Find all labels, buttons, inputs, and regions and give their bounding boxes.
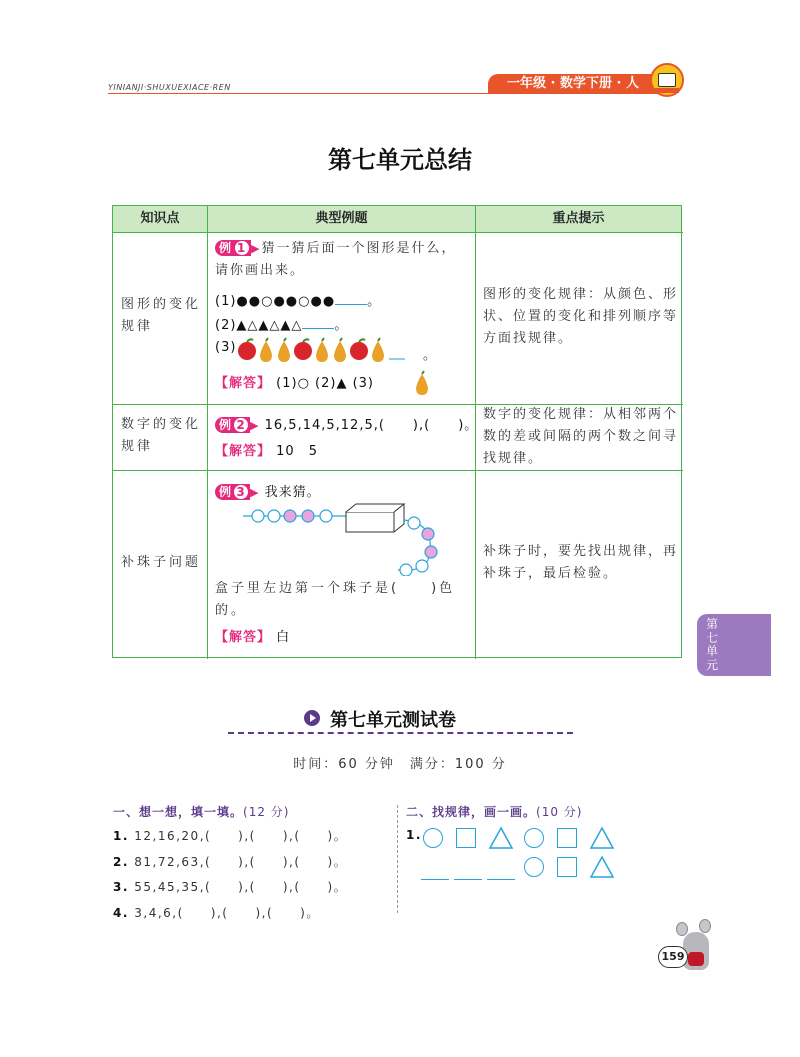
- answer-blank[interactable]: [487, 879, 515, 880]
- tip-shape-pattern: 图形的变化规律：从颜色、形状、位置的变化和排列顺序等方面找规律。: [483, 287, 679, 346]
- question-1-2: 2. 81,72,63,( ),( ),( )。: [113, 855, 348, 869]
- topic-bead-problem: 补珠子问题: [121, 555, 202, 570]
- triangle-shape-icon: [589, 855, 615, 879]
- example-badge: 例 1: [215, 240, 251, 256]
- circle-shape-icon: [524, 828, 544, 848]
- mascot-ear: [676, 922, 688, 936]
- play-icon: [304, 710, 320, 726]
- section-2-heading: 二、找规律，画一画。(10 分): [406, 805, 583, 819]
- example-1-line-2: (2)▲△▲△▲△ 。: [215, 318, 349, 333]
- square-shape-icon: [456, 828, 476, 848]
- triangle-shape-icon: [488, 826, 514, 850]
- example-1: 例 1 ▶猜一猜后面一个图形是什么，请你画出来。: [215, 241, 457, 278]
- example-3: 例 3 ▶ 我来猜。: [215, 481, 321, 500]
- topic-number-pattern: 数字的变化规律: [121, 417, 202, 454]
- example-3-question: 盒子里左边第一个珠子是( )色的。: [215, 581, 456, 618]
- fruit-sequence-icon: [237, 337, 407, 363]
- page-number: 159: [658, 946, 688, 968]
- table-header-topic: 知识点: [113, 206, 207, 232]
- test-title: 第七单元测试卷: [330, 710, 456, 731]
- column-divider: [397, 805, 398, 913]
- example-1-line-1: (1)●●○●●○●● 。: [215, 294, 382, 309]
- mascot-ear: [699, 919, 711, 933]
- book-badge-icon: [650, 63, 684, 97]
- question-2-1-num: 1.: [406, 828, 422, 842]
- table-header-example: 典型例题: [208, 206, 475, 232]
- square-shape-icon: [557, 828, 577, 848]
- book-tab: 一年级 · 数学下册 · 人: [488, 74, 658, 94]
- circle-shape-icon: [423, 828, 443, 848]
- question-1-3: 3. 55,45,35,( ),( ),( )。: [113, 880, 348, 894]
- test-time-info: 时间：60 分钟 满分：100 分: [293, 757, 507, 772]
- answer-blank[interactable]: [454, 879, 482, 880]
- unit-side-tab-label: 第七单元: [706, 617, 719, 672]
- answer-blank[interactable]: [421, 879, 449, 880]
- mascot-shirt: [688, 952, 704, 966]
- section-1-heading: 一、想一想，填一填。(12 分): [113, 805, 290, 819]
- summary-table: 知识点 典型例题 重点提示 图形的变化规律 例 1 ▶猜一猜后面一个图形是什么，请你画出来。 (1)●●○●●○●● 。 (2)▲△▲△▲△ 。 (3) 。 【解答】 (1)○ (2)▲ (3) 图形的变化规律：从颜色、形状、位置的变化和排列顺序等方面找规律。 数字的变化规律 例 2 ▶ 16,5,14,5,12,5,( ),( )。 【解答】 10 5 数字的变化规律：从相邻两个数的差或间隔的两个数之间寻找规律。 补珠子问题 例 3 ▶ 我来猜。 盒子里左边第一个珠子是( )色的。 【解答】 白 补珠子时，要先找出规律，再补珠子，最后检验。: [112, 205, 682, 658]
- square-shape-icon: [557, 857, 577, 877]
- page-title: 第七单元总结: [328, 145, 472, 174]
- tip-bead-problem: 补珠子时，要先找出规律，再补珠子，最后检验。: [483, 544, 679, 581]
- table-header-tip: 重点提示: [476, 206, 681, 232]
- topic-shape-pattern: 图形的变化规律: [121, 297, 202, 334]
- example-2: 例 2 ▶ 16,5,14,5,12,5,( ),( )。: [215, 414, 478, 433]
- pear-icon: [413, 370, 431, 396]
- tip-number-pattern: 数字的变化规律：从相邻两个数的差或间隔的两个数之间寻找规律。: [483, 407, 679, 466]
- title-dashed-rule: [228, 732, 573, 734]
- example-badge: 例 2: [215, 417, 250, 433]
- example-3-answer: 【解答】 白: [215, 630, 291, 645]
- circle-shape-icon: [524, 857, 544, 877]
- bead-string-icon: [238, 500, 448, 576]
- example-1-answer: 【解答】 (1)○ (2)▲ (3): [215, 376, 375, 391]
- example-1-line-3: (3): [215, 340, 237, 355]
- example-badge: 例 3: [215, 484, 250, 500]
- triangle-shape-icon: [589, 826, 615, 850]
- header-pinyin: YINIANJI·SHUXUEXIACE·REN: [108, 83, 231, 92]
- question-1-1: 1. 12,16,20,( ),( ),( )。: [113, 829, 348, 843]
- example-2-answer: 【解答】 10 5: [215, 444, 318, 459]
- question-1-4: 4. 3,4,6,( ),( ),( )。: [113, 906, 320, 920]
